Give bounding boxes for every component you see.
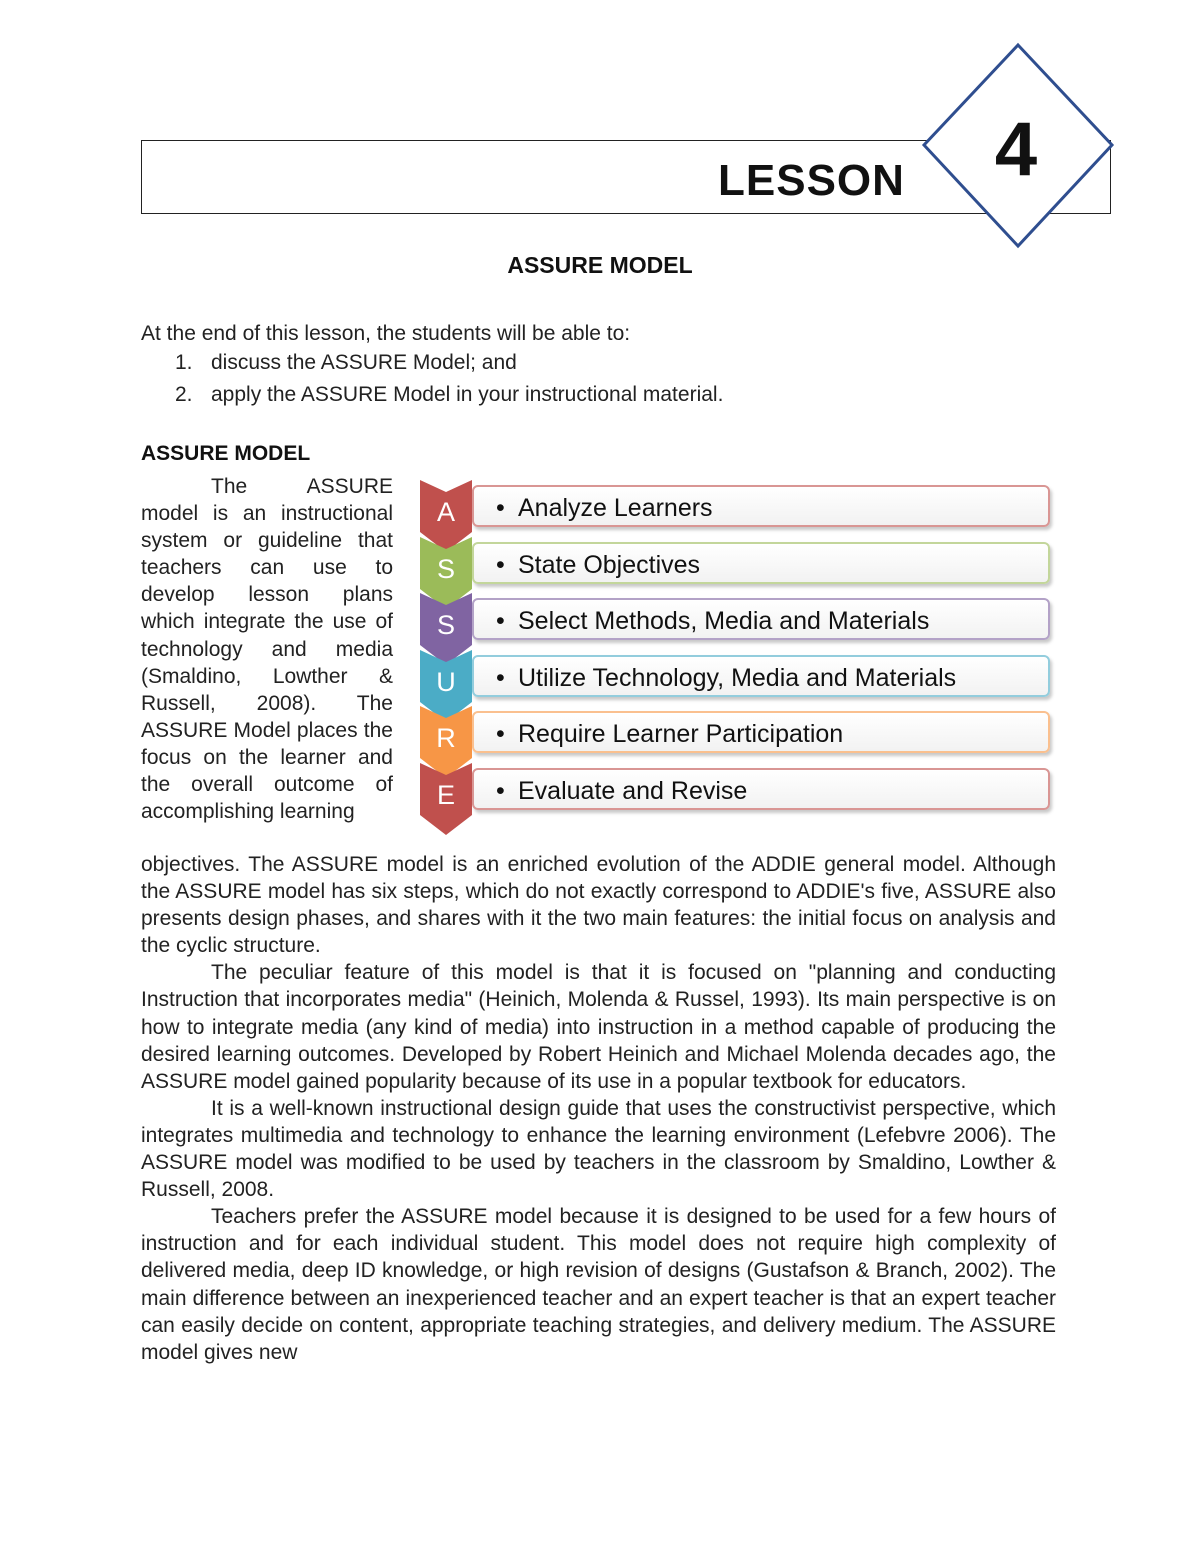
lesson-number: 4 — [994, 107, 1038, 192]
step-letter: S — [436, 553, 455, 584]
objective-number: 2. — [175, 382, 193, 406]
objective-item — [141, 379, 723, 411]
section-heading: ASSURE MODEL — [141, 442, 311, 465]
assure-diagram — [420, 482, 1060, 842]
step-label: • Utilize Technology, Media and Materials — [518, 657, 956, 699]
step-bar — [472, 485, 1050, 527]
step-label: • State Objectives — [518, 544, 700, 586]
step-label: • Evaluate and Revise — [518, 770, 747, 812]
step-bar — [472, 768, 1050, 810]
body-text — [141, 851, 1056, 1366]
step-letter: E — [436, 780, 455, 810]
step-label: • Analyze Learners — [518, 487, 713, 529]
paragraph-3: It is a well-known instructional design guide that uses the constructivist perspective, which integrates multimedia and technology to enhance the learning environment (Lefebvre 2006). The ASSURE model was modified to be used by teachers in the classroom by Smaldino, Lowther & Russell, 2008. — [141, 1096, 1056, 1202]
paragraph-4: Teachers prefer the ASSURE model because it is designed to be used for a few hours of instruction and for each individual student. This model does not require high complexity of delivered media, deep ID knowledge, or high revision of designs (Gustafson & Branch, 2002). The main difference between an inexperienced teacher and an expert teacher is that an expert teacher can easily decide on content, appropriate teaching strategies, and delivery medium. The ASSURE model gives new — [141, 1205, 1056, 1364]
step-letter: U — [436, 666, 456, 697]
objectives-intro: At the end of this lesson, the students will be able to: — [141, 322, 631, 345]
page-title: ASSURE MODEL — [507, 252, 693, 278]
step-bar — [472, 542, 1050, 584]
step-label: • Require Learner Participation — [518, 713, 843, 755]
step-letter: A — [436, 497, 455, 527]
step-letter: R — [436, 723, 456, 754]
objective-item — [141, 347, 723, 379]
step-bar — [472, 598, 1050, 640]
objectives-list — [141, 347, 723, 410]
objective-number: 1. — [175, 351, 193, 374]
step-bar — [472, 711, 1050, 753]
step-chevron — [420, 763, 472, 835]
step-label: • Select Methods, Media and Materials — [518, 600, 929, 642]
paragraph-2: The peculiar feature of this model is that it is focused on "planning and conducting Instruction that incorporates media" (Heinich, Molenda & Russel, 1993). Its main perspective is on how to integrate media (any kind of media) into instruction in a method capable of producing the desired learning outcomes. Developed by Robert Heinich and Michael Molenda decades ago, the ASSURE model gained popularity because of its use in a popular textbook for educators. — [141, 961, 1056, 1093]
step-bar — [472, 655, 1050, 697]
paragraph-1-continued: objectives. The ASSURE model is an enriched evolution of the ADDIE general model. Although the ASSURE model has six steps, which do not exactly correspond to ADDIE's five, ASSURE also presents design phases, and shares with it the two main features: the initial focus on analysis and the cyclic structure. — [141, 853, 1056, 958]
paragraph-intro-column: The ASSURE model is an instructional system or guideline that teachers can use to develop lesson plans which integrate the use of technology and media (Smaldino, Lowther & Russell, 2008). The ASSURE Model places the focus on the learner and the overall outcome of accomplishing learning — [141, 475, 393, 824]
objective-text: apply the ASSURE Model in your instructional material. — [211, 382, 724, 406]
step-letter: S — [436, 610, 455, 641]
lesson-label: LESSON — [718, 156, 905, 205]
objective-text: discuss the ASSURE Model; and — [211, 351, 517, 374]
